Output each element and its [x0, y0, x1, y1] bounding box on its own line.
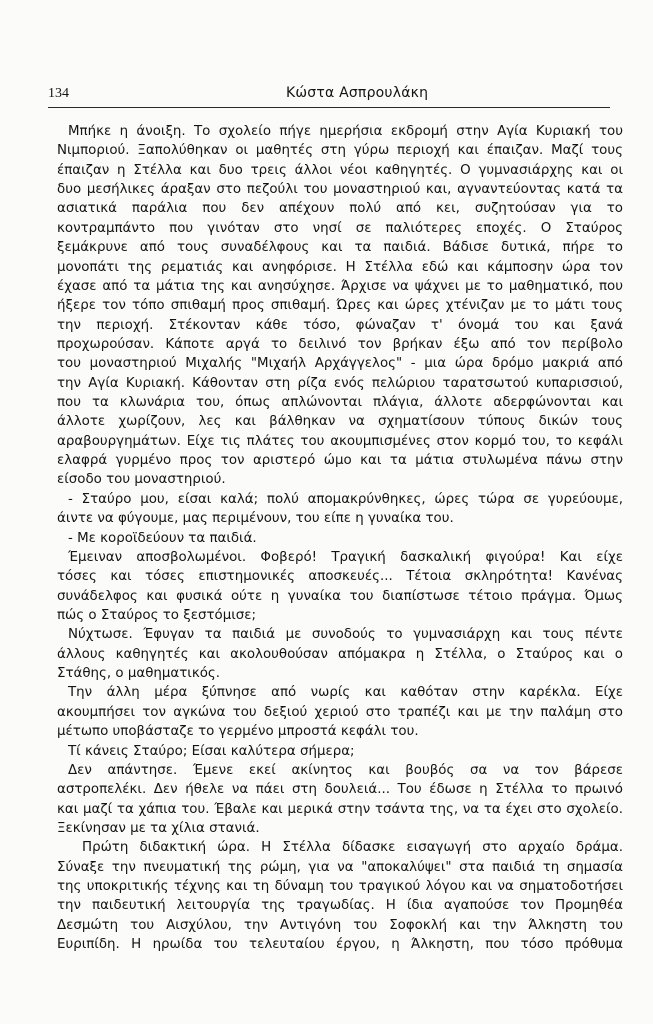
- text-line: ήξερε τον τόπο σπιθαμή προς σπιθαμή. Ώρες και ώρες χτένιζαν με το μάτι τους: [57, 298, 623, 314]
- text-line: αραβουργημάτων. Είχε τις πλάτες του ακουμπισμένες στον κορμό του, το κεφάλι: [57, 433, 623, 449]
- text-line: Την άλλη μέρα ξύπνησε από νωρίς και καθόταν στην καρέκλα. Είχε: [68, 685, 623, 701]
- text-line: άιντε να φύγουμε, μας περιμένουν, του είπε η γυναίκα του.: [57, 511, 454, 527]
- text-line: έχασε από τα μάτια της και ανησύχησε. Άρχισε να ψάχνει με το μαθηματικό, που: [57, 278, 623, 294]
- text-line: ξεμάκρυνε από τους συναδέλφους και τα παιδιά. Βάδισε δυτικά, πήρε το: [57, 240, 623, 256]
- text-line: Δεσμώτη του Αισχύλου, την Αντιγόνη του Σοφοκλή και την Άλκηστη του: [57, 917, 623, 933]
- text-line: Στάθης, ο μαθηματικός.: [57, 666, 221, 682]
- text-line: Τί κάνεις Σταύρο; Είσαι καλύτερα σήμερα;: [68, 743, 355, 759]
- running-title: Κώστα Ασπρουλάκη: [286, 85, 429, 101]
- text-line: κοντραμπάντο που γινόταν στο νησί σε παλιότερες εποχές. Ο Σταύρος: [57, 220, 623, 236]
- text-line: άλλοτε χωρίζουν, λες και βάλθηκαν να σχηματίσουν τύπους δικών τους: [57, 414, 623, 430]
- text-line: της υποκριτικής τέχνης και τη δύναμη του τραγικού λόγου και να σηματοδοτήσει: [57, 879, 623, 895]
- text-line: μονοπάτι της ρεματιάς και ανηφόρισε. Η Στέλλα εδώ και κάμποσην ώρα τον: [57, 259, 623, 275]
- page-number: 134: [48, 86, 69, 101]
- text-line: δυο μεσήλικες άραξαν στο πεζούλι του μοναστηριού και, αγναντεύοντας κατά τα: [57, 182, 623, 198]
- text-line: ελαφρά γυρμένο προς τον αριστερό ώμο και τα μάτια στυλωμένα πάνω στην: [57, 453, 623, 469]
- text-line: Νιμποριού. Ξαπολύθηκαν οι μαθητές στη γύρω περιοχή και έπαιζαν. Μαζί τους: [57, 143, 623, 159]
- text-line: Ξεκίνησαν με τα χίλια στανιά.: [57, 820, 260, 836]
- text-line: Έμειναν αποσβολωμένοι. Φοβερό! Τραγική δασκαλική φιγούρα! Και είχε: [68, 549, 623, 565]
- text-line: την Αγία Κυριακή. Κάθονταν στη ρίζα ενός πελώριου ταρατσωτού κυπαρισσιού,: [57, 375, 623, 391]
- text-line: Νύχτωσε. Έφυγαν τα παιδιά με συνοδούς το γυμνασιάρχη και τους πέντε: [68, 627, 623, 643]
- text-line: αστροπελέκι. Δεν ήθελε να πάει στη δουλειά... Του έδωσε η Στέλλα το πρωινό: [57, 782, 623, 798]
- page-header: [48, 85, 610, 108]
- text-line: την παιδευτική λειτουργία της τραγωδίας. Η ίδια αγαπούσε τον Προμηθέα: [57, 898, 623, 914]
- text-line: συνάδελφος και φυσικά ούτε η γυναίκα του διαπίστωσε τέτοιο πράγμα. Όμως: [57, 588, 623, 604]
- text-line: Μπήκε η άνοιξη. Το σχολείο πήγε ημερήσια εκδρομή στην Αγία Κυριακή του: [68, 124, 623, 139]
- text-line: Πρώτη διδακτική ώρα. Η Στέλλα δίδασκε εισαγωγή στο αρχαίο δράμα.: [82, 840, 623, 856]
- text-line: έπαιζαν η Στέλλα και δυο τρεις άλλοι νέοι καθηγητές. Ο γυμνασιάρχης και οι: [57, 162, 623, 178]
- text-line: Σύναξε την πνευματική της ρώμη, για να "αποκαλύψει" στα παιδιά τη σημασία: [57, 859, 623, 875]
- text-line: - Σταύρο μου, είσαι καλά; πολύ απομακρύνθηκες, ώρες τώρα σε γυρεύουμε,: [68, 491, 623, 507]
- text-line: Δεν απάντησε. Έμενε εκεί ακίνητος και βουβός σα να τον βάρεσε: [68, 762, 623, 778]
- text-line: ασιατικά παράλια που δεν απέχουν πολύ από κει, συζητούσαν για το: [57, 201, 623, 217]
- text-line: μέτωπο υποβάσταζε το γερμένο μπροστά κεφάλι του.: [57, 724, 419, 740]
- text-line: και μαζί τα χάπια του. Έβαλε και μερικά στην τσάντα της, να τα έχει στο σχολείο.: [57, 801, 623, 817]
- text-line: - Με κοροϊδεύουν τα παιδιά.: [68, 530, 257, 546]
- text-line: προχωρούσαν. Κάποτε αργά το δειλινό τον βρήκαν έξω από τον περίβολο: [57, 336, 623, 352]
- text-line: πώς ο Σταύρος το ξεστόμισε;: [57, 607, 256, 623]
- text-line: άλλους καθηγητές και ακολουθούσαν απόμακρα η Στέλλα, ο Σταύρος και ο: [57, 646, 623, 662]
- text-line: ακουμπήσει τον αγκώνα του δεξιού χεριού στο τραπέζι και με την παλάμη στο: [57, 704, 623, 720]
- text-line: που τα κλωνάρια του, όπως απλώνονται πλάγια, άλλοτε αδερφώνονται και: [57, 395, 623, 411]
- text-line: είσοδο του μοναστηριού.: [57, 472, 226, 488]
- text-line: του μοναστηριού Μιχαλής "Μιχαήλ Αρχάγγελος" - μια ώρα δρόμο μακριά από: [57, 356, 623, 372]
- text-line: Ευριπίδη. Η ηρωίδα του τελευταίου έργου, η Άλκηστη, που τόσο πρόθυμα: [57, 937, 623, 953]
- body-text: [57, 122, 623, 954]
- text-line: την περιοχή. Στέκονταν κάθε τόσο, φώναζαν τ' όνομά του και ξανά: [57, 317, 623, 333]
- text-line: τόσες και τόσες επιστημονικές αποσκευές... Τέτοια σκληρότητα! Κανένας: [57, 569, 623, 585]
